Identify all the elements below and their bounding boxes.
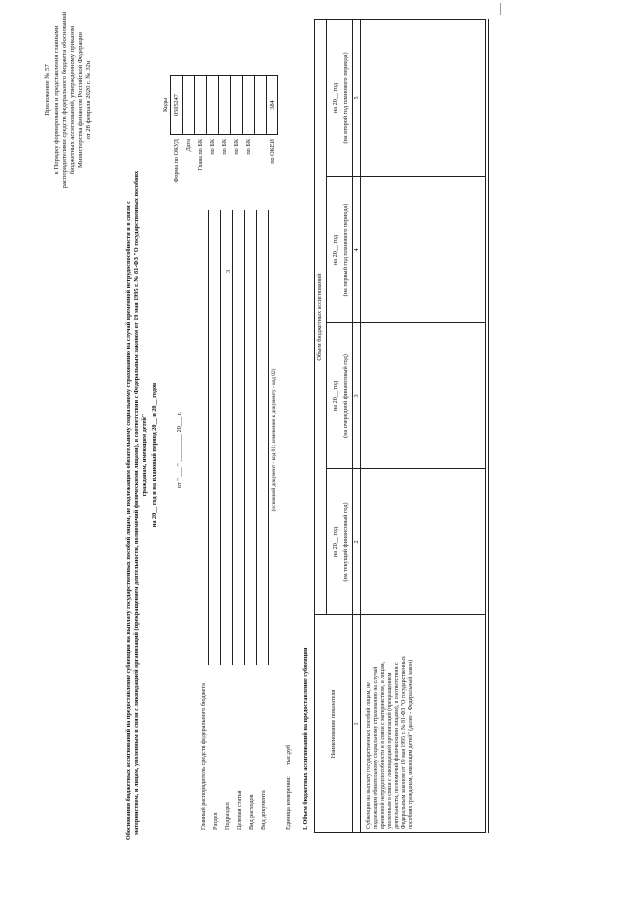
section-title: I. Объем бюджетных ассигнований на предоставление субвенции — [302, 647, 309, 830]
col5-num: 5 — [353, 96, 360, 100]
field-expense-type: Вид расходов — [248, 794, 255, 830]
appendix-line: к Порядку формирования и представления главными — [53, 25, 60, 175]
col2-desc: (на текущий финансовый год) — [342, 502, 349, 582]
unit-label: Единица измерения: — [285, 776, 292, 830]
codes-label: Дата — [185, 139, 192, 152]
codes-label: по ОКЕИ — [269, 139, 276, 164]
col4-num: 4 — [353, 248, 360, 252]
field-podrazdel: Подраздел — [224, 802, 231, 830]
appendix-line: распорядителями средств федерального бюджета обоснований — [61, 11, 68, 189]
codes-label: по БК — [233, 139, 240, 155]
heading-line: Обоснования бюджетных ассигнований на предоставление субвенции на выплату государственных пособий лицам, не подлежащим обязательному социальному страхованию на случай временной нетрудоспособности и в связи с — [125, 201, 132, 840]
row-text: подлежащим обязательному социальному страхованию на случай — [373, 666, 379, 829]
unit-value: тыс.руб — [285, 744, 292, 765]
field-gras: Главный распорядитель средств федерального бюджета — [200, 683, 207, 830]
field-doc-type: Вид документа — [260, 790, 267, 830]
code-okei: 384 — [269, 100, 276, 110]
codes-header: Коды — [162, 97, 169, 113]
table-group-header: Объем бюджетных ассигнований — [316, 273, 323, 361]
code-okud: 0505247 — [173, 94, 180, 116]
row-text: деятельности, полномочий физическими лицами), в соответствии с — [394, 662, 400, 829]
col5-desc: (на второй год планового периода) — [342, 52, 349, 144]
doc-type-hint: (основной документ - код 01; изменения к документу - код 02) — [271, 368, 277, 512]
col1-num: 1 — [353, 722, 360, 726]
codes-label: по БК — [245, 139, 252, 155]
heading-date: от " ___ " _________ 20___ г. — [176, 411, 183, 489]
appendix-line: бюджетных ассигнований, утвержденному приказом — [69, 25, 76, 175]
codes-label: по БК — [221, 139, 228, 155]
col3-num: 3 — [353, 394, 360, 398]
codes-label: по БК — [209, 139, 216, 155]
col3-year: на 20__ год — [332, 381, 339, 411]
field-razdel: Раздел — [212, 812, 219, 830]
col2-year: на 20__ год — [332, 527, 339, 557]
codes-box — [170, 75, 278, 135]
col3-desc: (на очередной финансовый год) — [342, 354, 349, 438]
table-col1-header: Наименование показателя — [330, 689, 337, 759]
heading-line: гражданам, имеющим детей" — [141, 413, 148, 497]
field-target: Целевая статья — [236, 790, 243, 830]
row-text: уволенным в связи с ликвидацией организаций (прекращением — [387, 672, 393, 829]
col4-year: на 20__ год — [332, 235, 339, 265]
field-number: 3 — [225, 269, 232, 273]
appendix-line: Министерства финансов Российской Федерации — [77, 32, 84, 168]
codes-label: Форма по ОКУД — [173, 139, 180, 183]
appendix-title: Приложение № 57 — [44, 64, 51, 116]
appendix-line: от 28 февраля 2020 г. № 32н — [85, 60, 92, 140]
heading-line: материнством, и лицам, уволенным в связи с ликвидацией организаций (прекращением деятельности, полномочий физическими лицами), в соответствии с Федеральным законом от 19 мая 1995 г. № 81-ФЗ "О государственных пособиях — [133, 170, 140, 835]
heading-period: на 20__ год и на плановый период 20__ и 20__ годов — [151, 382, 158, 528]
col5-year: на 20__ год — [332, 83, 339, 113]
row-text: пособиях гражданам, имеющим детей" (далее - Федеральный закон) — [408, 659, 414, 829]
col2-num: 2 — [353, 540, 360, 544]
row-text: Субвенция на выплату государственных пособий лицам, не — [366, 682, 372, 829]
row-text: Федеральным законом от 19 мая 1995 г. № 81-ФЗ "О государственных — [401, 656, 407, 829]
col4-desc: (на первый год планового периода) — [342, 203, 349, 297]
row-text: временной нетрудоспособности и в связи с материнством, и лицам, — [380, 662, 386, 829]
codes-label: Глава по БК — [197, 139, 204, 171]
